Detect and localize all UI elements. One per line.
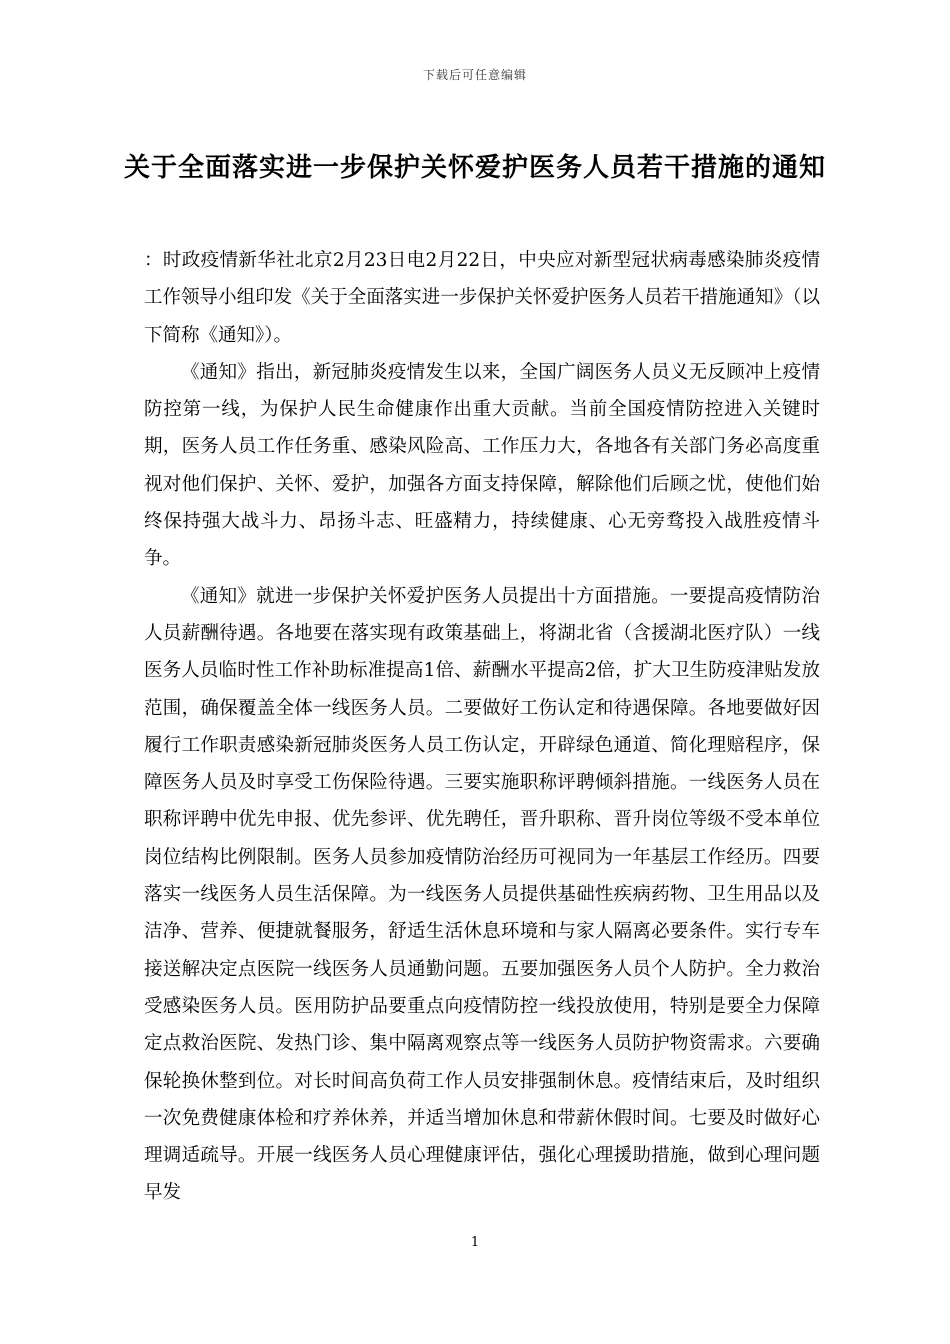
page-number: 1 xyxy=(470,1235,480,1250)
document-title: 关于全面落实进一步保护关怀爱护医务人员若干措施的通知 xyxy=(123,153,826,183)
paragraph-notice-summary: 《通知》指出，新冠肺炎疫情发生以来，全国广阔医务人员义无反顾冲上疫情防控第一线，为保护人民生命健康作出重大贡献。当前全国疫情防控进入关键时期，医务人员工作任务重、感染风险高、工作压力大，各地各有关部门务必高度重视对他们保护、关怀、爱护，加强各方面支持保障，解除他们后顾之忧，使他们始终保持强大战斗力、昂扬斗志、旺盛精力，持续健康、心无旁骛投入战胜疫情斗争。 xyxy=(144,361,820,570)
header-note: 下载后可任意编辑 xyxy=(422,68,527,82)
paragraph-measures: 《通知》就进一步保护关怀爱护医务人员提出十方面措施。一要提高疫情防治人员薪酬待遇。各地要在落实现有政策基础上，将湖北省（含援湖北医疗队）一线医务人员临时性工作补助标准提高1倍、薪酬水平提高2倍，扩大卫生防疫津贴发放范围，确保覆盖全体一线医务人员。二要做好工伤认定和待遇保障。各地要做好因履行工作职责感染新冠肺炎医务人员工伤认定，开辟绿色通道、简化理赔程序，保障医务人员及时享受工伤保险待遇。三要实施职称评聘倾斜措施。一线医务人员在职称评聘中优先申报、优先参评、优先聘任，晋升职称、晋升岗位等级不受本单位岗位结构比例限制。医务人员参加疫情防治经历可视同为一年基层工作经历。四要落实一线医务人员生活保障。为一线医务人员提供基础性疾病药物、卫生用品以及洁净、营养、便捷就餐服务，舒适生活休息环境和与家人隔离必要条件。实行专车接送解决定点医院一线医务人员通勤问题。五要加强医务人员个人防护。全力救治受感染医务人员。医用防护品要重点向疫情防控一线投放使用，特别是要全力保障定点救治医院、发热门诊、集中隔离观察点等一线医务人员防护物资需求。六要确保轮换休整到位。对长时间高负荷工作人员安排强制休息。疫情结束后，及时组织一次免费健康体检和疗养休养，并适当增加休息和带薪休假时间。七要及时做好心理调适疏导。开展一线医务人员心理健康评估，强化心理援助措施，做到心理问题早发 xyxy=(144,585,820,1204)
paragraph-intro: ：时政疫情新华社北京2月23日电2月22日，中央应对新型冠状病毒感染肺炎疫情工作领导小组印发《关于全面落实进一步保护关怀爱护医务人员若干措施通知》（以下简称《通知》）。 xyxy=(144,250,820,346)
document-body xyxy=(144,242,820,1212)
